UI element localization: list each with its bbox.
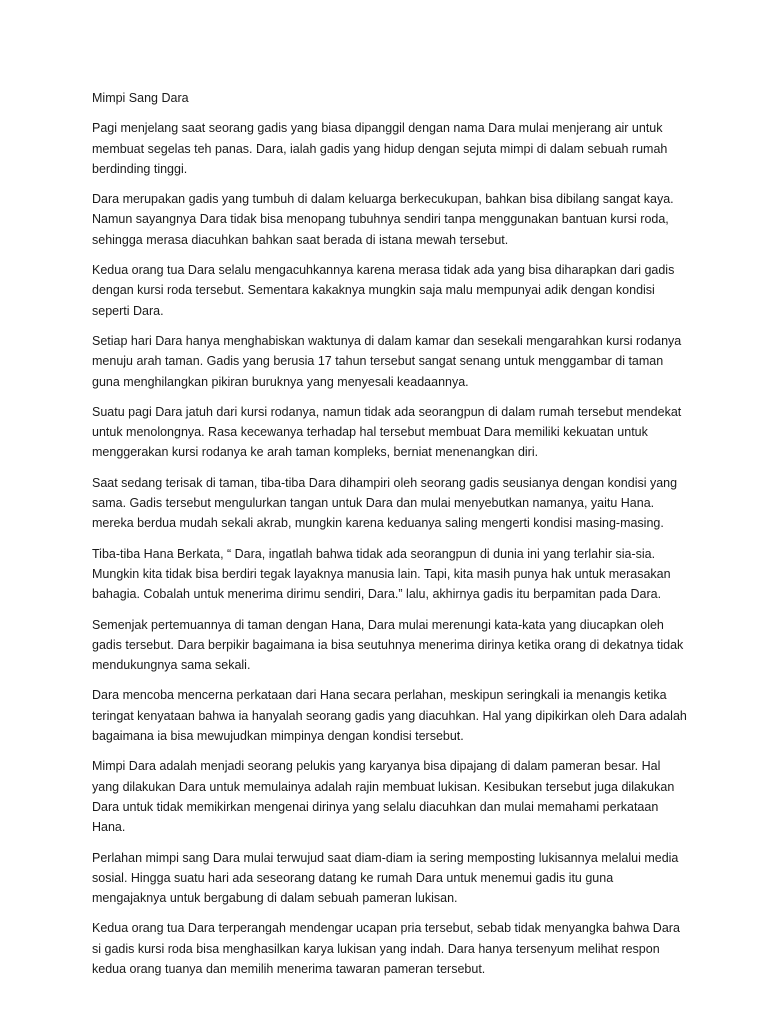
paragraph-11: Perlahan mimpi sang Dara mulai terwujud saat diam-diam ia sering memposting lukisannya melalui media sosial. Hingga suatu hari ada seseorang datang ke rumah Dara untuk menemui gadis itu guna mengajaknya untuk bergabung di dalam sebuah pameran lukisan. <box>92 850 679 906</box>
paragraph-6: Saat sedang terisak di taman, tiba-tiba Dara dihampiri oleh seorang gadis seusianya dengan kondisi yang sama. Gadis tersebut mengulurkan tangan untuk Dara dan mulai menyebutkan namanya, yaitu Hana. mereka berdua mudah sekali akrab, mungkin karena keduanya saling mengerti kondisi masing-masing. <box>92 475 678 531</box>
paragraph-9: Dara mencoba mencerna perkataan dari Hana secara perlahan, meskipun seringkali ia menangis ketika teringat kenyataan bahwa ia hanyalah seorang gadis yang diacuhkan. Hal yang dipikirkan oleh Dara adalah bagaimana ia bisa mewujudkan mimpinya dengan kondisi tersebut. <box>92 688 687 744</box>
paragraph-10: Mimpi Dara adalah menjadi seorang pelukis yang karyanya bisa dipajang di dalam pameran besar. Hal yang dilakukan Dara untuk memulainya adalah rajin membuat lukisan. Kesibukan tersebut juga dilakukan Dara untuk tidak memikirkan mengenai dirinya yang selalu diacuhkan dan mulai memahami perkataan Hana. <box>92 759 675 835</box>
paragraph-3: Kedua orang tua Dara selalu mengacuhkannya karena merasa tidak ada yang bisa diharapkan dari gadis dengan kursi roda tersebut. Sementara kakaknya mungkin saja malu mempunyai adik dengan kondisi seperti Dara. <box>92 263 675 318</box>
paragraph-7: Tiba-tiba Hana Berkata, “ Dara, ingatlah bahwa tidak ada seorangpun di dunia ini yang terlahir sia-sia. Mungkin kita tidak bisa berdiri tegak layaknya manusia lain. Tapi, kita masih punya hak untuk merasakan bahagia. Cobalah untuk menerima dirimu sendiri, Dara.” lalu, akhirnya gadis itu berpamitan pada Dara. <box>92 546 671 602</box>
paragraph-8: Semenjak pertemuannya di taman dengan Hana, Dara mulai merenungi kata-kata yang diucapkan oleh gadis tersebut. Dara berpikir bagaimana ia bisa seutuhnya menerima dirinya ketika orang di dekatnya tidak mendukungnya sama sekali. <box>92 617 684 673</box>
document-title: Mimpi Sang Dara <box>92 91 189 105</box>
paragraph-2: Dara merupakan gadis yang tumbuh di dalam keluarga berkecukupan, bahkan bisa dibilang sangat kaya. Namun sayangnya Dara tidak bisa menopang tubuhnya sendiri tanpa menggunakan bantuan kursi roda, sehingga merasa diacuhkan bahkan saat berada di istana mewah tersebut. <box>92 192 674 247</box>
paragraph-4: Setiap hari Dara hanya menghabiskan waktunya di dalam kamar dan sesekali mengarahkan kursi rodanya menuju arah taman. Gadis yang berusia 17 tahun tersebut sangat senang untuk menggambar di taman guna menghilangkan pikiran buruknya yang menyesali keadaannya. <box>92 333 682 389</box>
paragraph-1: Pagi menjelang saat seorang gadis yang biasa dipanggil dengan nama Dara mulai menjerang air untuk membuat segelas teh panas. Dara, ialah gadis yang hidup dengan sejuta mimpi di dalam sebuah rumah berdinding tinggi. <box>92 121 668 176</box>
paragraph-12: Kedua orang tua Dara terperangah mendengar ucapan pria tersebut, sebab tidak menyangka bahwa Dara si gadis kursi roda bisa menghasilkan karya lukisan yang indah. Dara hanya tersenyum melihat respon kedua orang tuanya dan memilih menerima tawaran pameran tersebut. <box>92 921 680 976</box>
paragraph-5: Suatu pagi Dara jatuh dari kursi rodanya, namun tidak ada seorangpun di dalam rumah tersebut mendekat untuk menolongnya. Rasa kecewanya terhadap hal tersebut membuat Dara memiliki kekuatan untuk menggerakan kursi rodanya ke arah taman kompleks, berniat menenangkan diri. <box>92 404 682 460</box>
